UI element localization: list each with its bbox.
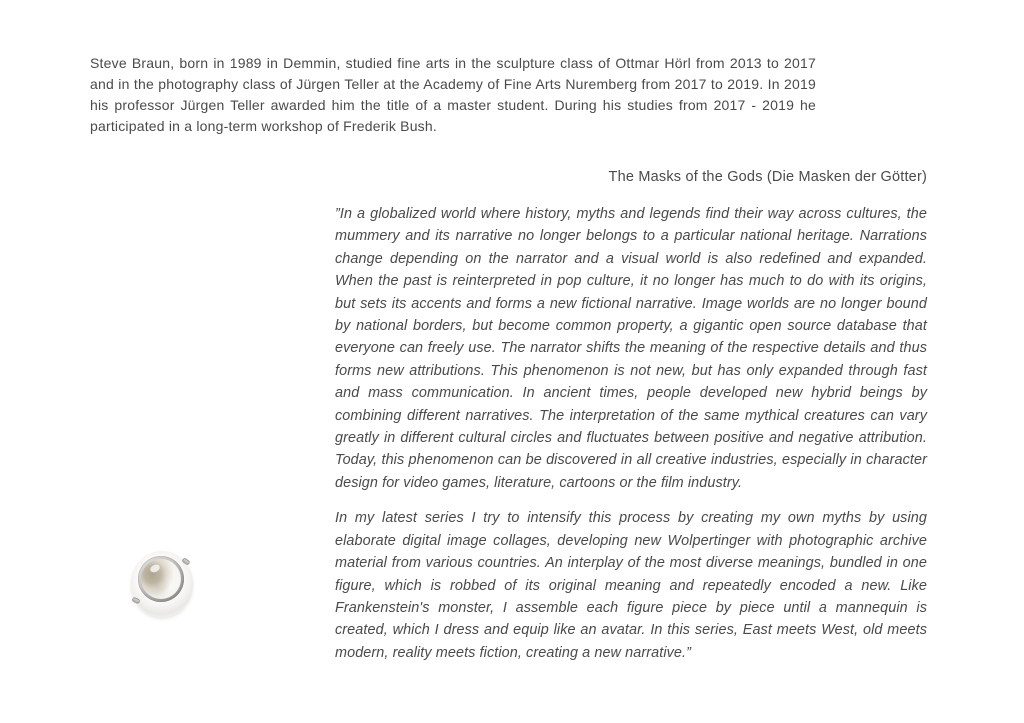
brooch-photo xyxy=(131,551,193,617)
statement-paragraph-1: ”In a globalized world where history, myths and legends find their way across cultures, the mummery and its narrative no longer belongs to a particular national heritage. Narrations change depending on the narrator and a visual world is also redefined and expanded. When the past is reinterpreted in pop culture, it no longer has much to do with its origins, but sets its accents and forms a new fictional narrative. Image worlds are no longer bound by national borders, but become common property, a gigantic open source database that everyone can freely use. The narrator shifts the meaning of the respective details and thus forms new attributions. This phenomenon is not new, but has only expanded through fast and mass communication. In ancient times, people developed new hybrid beings by combining different narratives. The interpretation of the same mythical creatures can vary greatly in different cultural circles and fluctuates between positive and negative attribution. Today, this phenomenon can be discovered in all creative industries, especially in character design for video games, literature, cartoons or the film industry. xyxy=(335,206,927,491)
brooch-glint xyxy=(149,563,161,574)
work-title: The Masks of the Gods (Die Masken der Götter) xyxy=(608,169,927,185)
brooch-surface xyxy=(141,559,181,599)
statement-paragraph-2: In my latest series I try to intensify this process by creating my own myths by using elaborate digital image collages, developing new Wolpertinger with photographic archive material from various countries. An interplay of the most diverse meanings, bundled in one figure, which is robbed of its original meaning and repeatedly encoded a new. Like Frankenstein's monster, I assemble each figure piece by piece until a mannequin is created, which I dress and equip like an avatar. In this series, East meets West, old meets modern, reality meets fiction, creating a new narrative.” xyxy=(335,510,927,661)
artist-statement xyxy=(335,203,927,664)
artist-bio: Steve Braun, born in 1989 in Demmin, studied fine arts in the sculpture class of Ottmar Hörl from 2013 to 2017 and in the photography class of Jürgen Teller at the Academy of Fine Arts Nuremberg from 2017 to 2019. In 2019 his professor Jürgen Teller awarded him the title of a master student. During his studies from 2017 - 2019 he participated in a long-term workshop of Frederik Bush. xyxy=(90,55,816,134)
brooch-ring-icon xyxy=(138,556,184,602)
